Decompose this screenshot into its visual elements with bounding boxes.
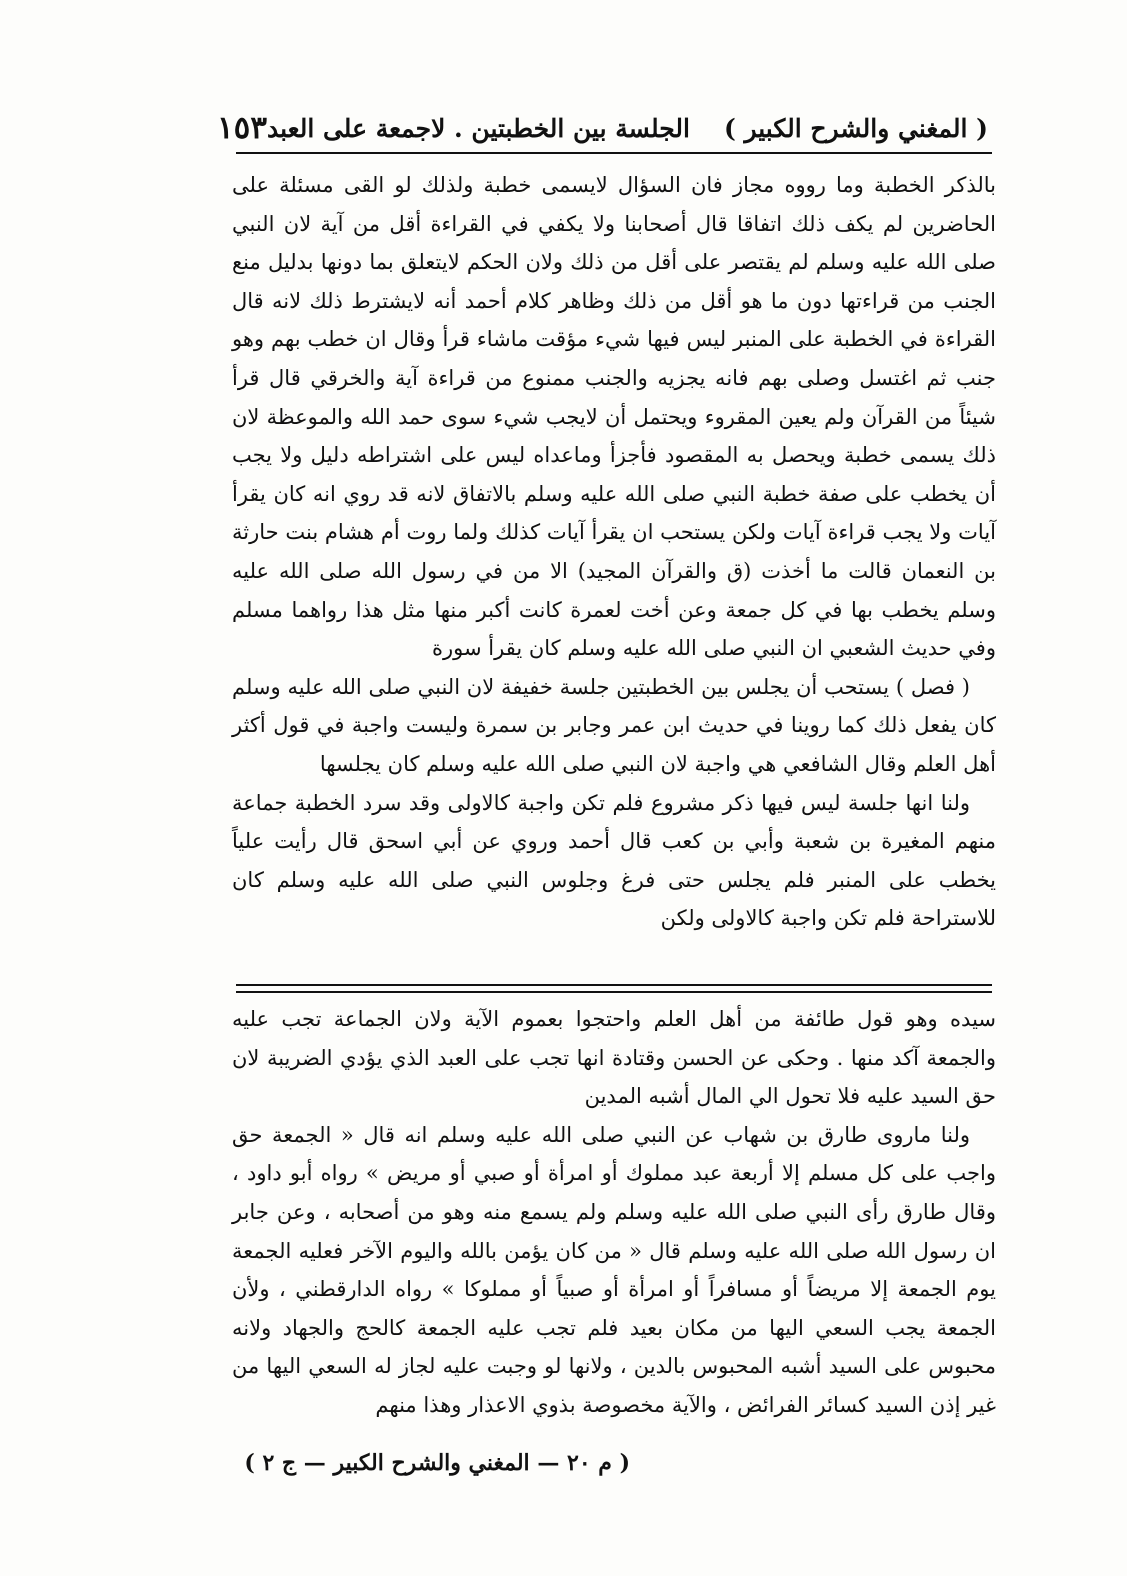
separator-rule-lower <box>236 991 992 993</box>
lower-text-block <box>232 1000 996 1425</box>
lower-paragraph-2: ولنا ماروى طارق بن شهاب عن النبي صلى الله عليه وسلم انه قال « الجمعة حق واجب على كل مسلم إلا أربعة عبد مملوك أو امرأة أو صبي أو مريض » رواه أبو داود ، وقال طارق رأى النبي صلى الله عليه وسلم ولم يسمع منه وهو من أصحابه ، وعن جابر ان رسول الله صلى الله عليه وسلم قال « من كان يؤمن بالله واليوم الآخر فعليه الجمعة يوم الجمعة إلا مريضاً أو مسافراً أو امرأة أو صبياً أو مملوكا » رواه الدارقطني ، ولأن الجمعة يجب السعي اليها من مكان بعيد فلم تجب عليه الجمعة كالحج والجهاد ولانه محبوس على السيد أشبه المحبوس بالدين ، ولانها لو وجبت عليه لجاز له السعي اليها من غير إذن السيد كسائر الفرائض ، والآية مخصوصة بذوي الاعذار وهذا منهم <box>232 1122 996 1417</box>
signature-line: ( م ٢٠ — المغني والشرح الكبير — ج ٢ ) <box>244 1450 630 1476</box>
main-paragraph-1: بالذكر الخطبة وما رووه مجاز فان السؤال لايسمى خطبة ولذلك لو القى مسئلة على الحاضرين لم يكف ذلك اتفاقا قال أصحابنا ولا يكفي في القراءة أقل من آية لان النبي صلى الله عليه وسلم لم يقتصر على أقل من ذلك ولان الحكم لايتعلق بما دونها بدليل منع الجنب من قراءتها دون ما هو أقل من ذلك وظاهر كلام أحمد أنه لايشترط ذلك لانه قال القراءة في الخطبة على المنبر ليس فيها شيء مؤقت ماشاء قرأ وقال ان خطب بهم وهو جنب ثم اغتسل وصلى بهم فانه يجزيه والجنب ممنوع من قراءة آية والخرقي قال قرأ شيئاً من القرآن ولم يعين المقروء ويحتمل أن لايجب شيء سوى حمد الله والموعظة لان ذلك يسمى خطبة ويحصل به المقصود فأجزأ وماعداه ليس على اشتراطه دليل ولا يجب أن يخطب على صفة خطبة النبي صلى الله عليه وسلم بالاتفاق لانه قد روي انه كان يقرأ آيات ولا يجب قراءة آيات ولكن يستحب ان يقرأ آيات كذلك ولما روت أم هشام بنت حارثة بن النعمان قالت ما أخذت (ق والقرآن المجيد) الا من في رسول الله صلى الله عليه وسلم يخطب بها في كل جمعة وعن أخت لعمرة كانت أكبر منها مثل هذا رواهما مسلم وفي حديث الشعبي ان النبي صلى الله عليه وسلم كان يقرأ سورة <box>232 173 996 661</box>
page-number: ١٥٣ <box>217 110 267 146</box>
main-paragraph-2: ( فصل ) يستحب أن يجلس بين الخطبتين جلسة خفيفة لان النبي صلى الله عليه وسلم كان يفعل ذلك كما روينا في حديث ابن عمر وجابر بن سمرة وليست واجبة في قول أكثر أهل العلم وقال الشافعي هي واجبة لان النبي صلى الله عليه وسلم كان يجلسها <box>232 674 996 776</box>
section-title: الجلسة بين الخطبتين . لاجمعة على العبد <box>266 113 690 143</box>
lower-paragraph-1: سيده وهو قول طائفة من أهل العلم واحتجوا بعموم الآية ولان الجماعة تجب عليه والجمعة آكد منها . وحكى عن الحسن وقتادة انها تجب على العبد الذي يؤدي الضريبة لان حق السيد عليه فلا تحول الي المال أشبه المدين <box>232 1007 996 1109</box>
header-rule <box>236 152 992 154</box>
main-text-block <box>232 166 996 938</box>
book-title: ( المغني والشرح الكبير ) <box>723 113 988 143</box>
running-header <box>217 108 988 148</box>
main-paragraph-3: ولنا انها جلسة ليس فيها ذكر مشروع فلم تكن واجبة كالاولى وقد سرد الخطبة جماعة منهم المغيرة بن شعبة وأبي بن كعب قال أحمد وروي عن أبي اسحق قال رأيت علياً يخطب على المنبر فلم يجلس حتى فرغ وجلوس النبي صلى الله عليه وسلم كان للاستراحة فلم تكن واجبة كالاولى ولكن <box>232 790 996 931</box>
separator-rule-upper <box>236 984 992 986</box>
